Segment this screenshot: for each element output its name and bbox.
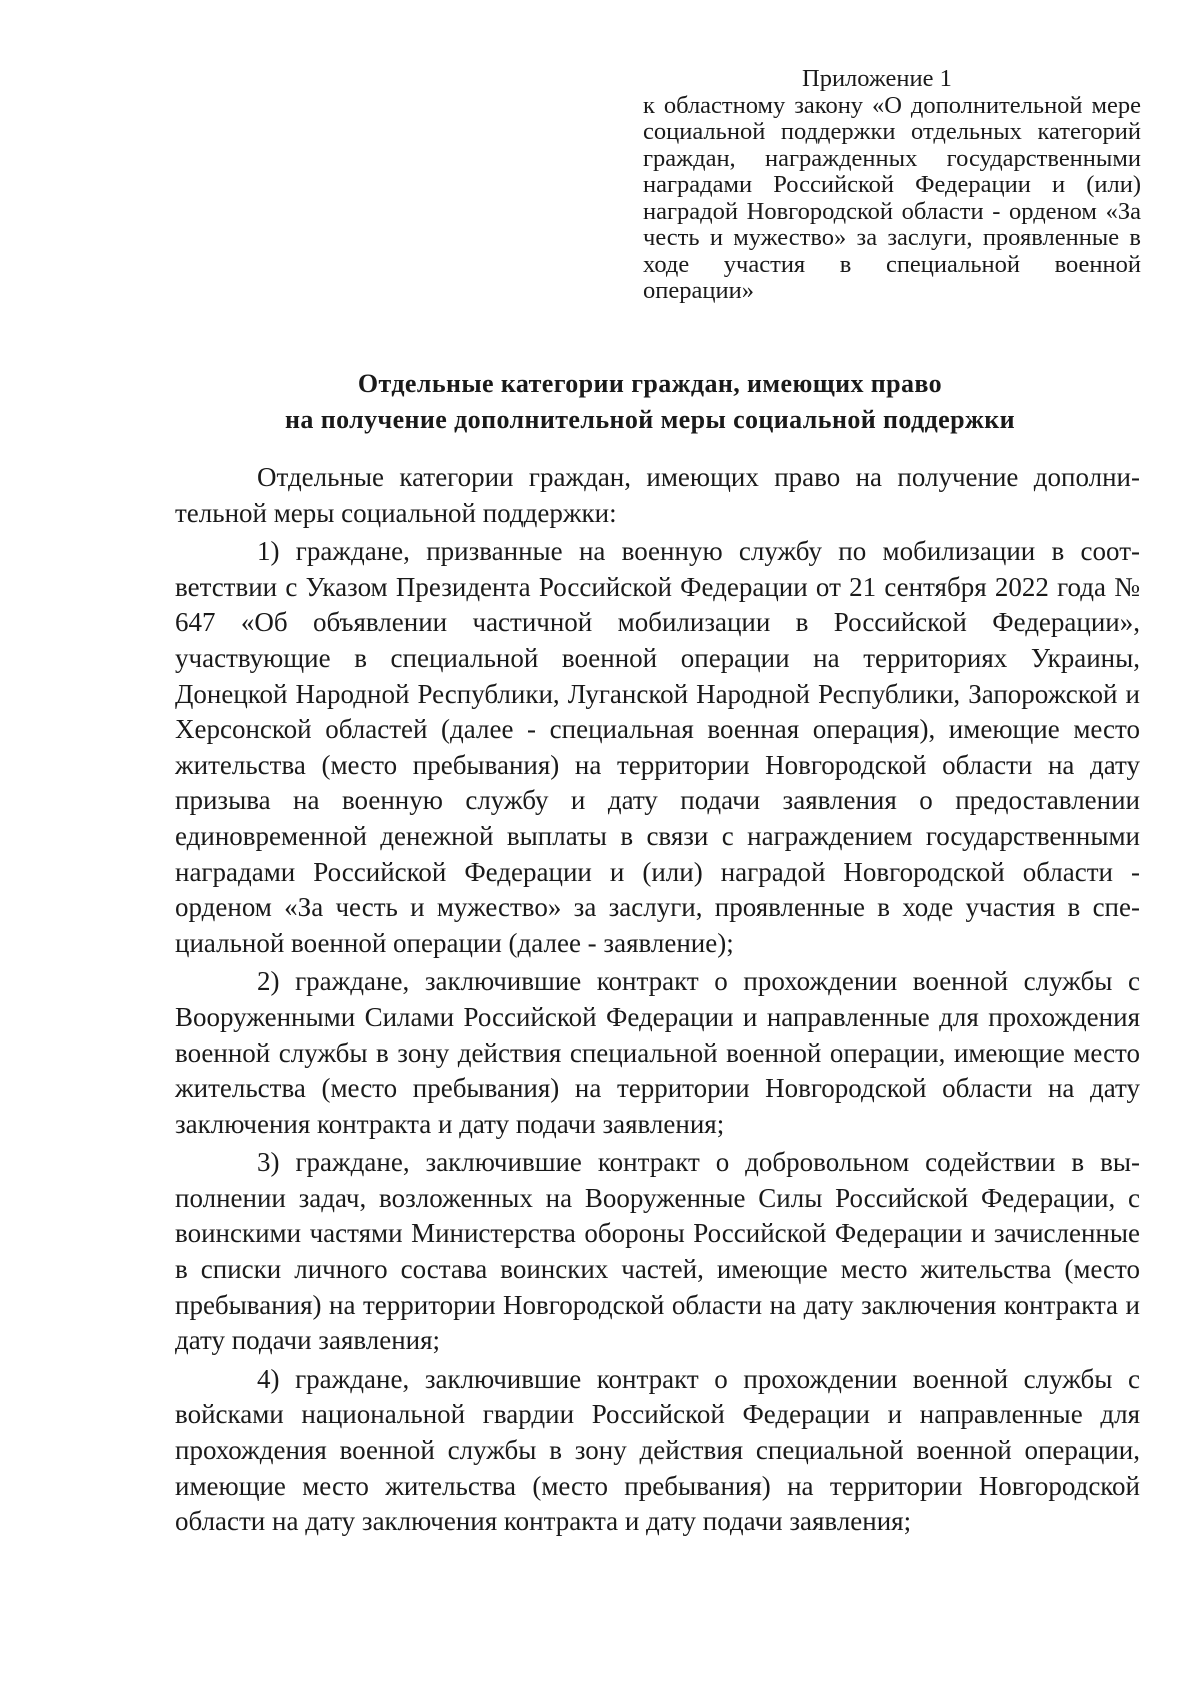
list-item-2: 2) граждане, заключившие контракт о прохождении военной службы с Вооруженными Силами Российской Федерации и направленные для прохождения военной службы в зону действия специальной военной операции, имеющие место жительства (место пребывания) на территории Новгородской области на дату заключения контракта и дату подачи заявления;	[175, 966, 1140, 1139]
list-item-3: 3) граждане, заключившие контракт о добровольном содействии в выполнении задач, возложенных на Вооруженные Силы Российской Федерации, с воинскими частями Министерства обороны Российской Федерации и зачисленные в списки личного состава воинских частей, имеющие место жительства (место пребывания) на территории Новгородской области на дату заключения контракта и дату подачи заявления;	[175, 1147, 1140, 1356]
document-body	[175, 460, 1140, 1540]
title-line-2: на получение дополнительной меры социальной поддержки	[285, 405, 1015, 434]
appendix-text: к областному закону «О дополнительной мере социальной поддержки отдельных категорий граждан, награжденных государственными наградами Российской Федерации и (или) наградой Новгородской области - орденом «За честь и мужество» за заслуги, проявленные в ходе участия в специальной военной операции»	[643, 91, 1141, 304]
appendix-header	[643, 66, 1141, 305]
title-line-1: Отдельные категории граждан, имеющих право	[357, 369, 943, 398]
document-title	[160, 366, 1140, 438]
list-item-1: 1) граждане, призванные на военную службу по мобилизации в соответствии с Указом Президента Российской Федерации от 21 сентября 2022 года № 647 «Об объявлении частичной мобилизации в Российской Федерации», участвующие в специальной военной операции на территориях Украины, Донецкой Народной Республики, Луганской Народной Республики, Запорожской и Херсонской областей (далее - специальная военная операция), имеющие место жительства (место пребывания) на территории Новгородской области на дату призыва на военную службу и дату подачи заявления о предоставлении единовременной денежной выплаты в связи с награждением государственными наградами Российской Федерации и (или) наградой Новгородской области - орденом «За честь и мужество» за заслуги, проявленные в ходе участия в специальной военной операции (далее - заявление);	[175, 536, 1140, 958]
appendix-label: Приложение 1	[802, 65, 952, 92]
list-item-4: 4) граждане, заключившие контракт о прохождении военной службы с войсками национальной гвардии Российской Федерации и направленные для прохождения военной службы в зону действия специальной военной операции, имеющие место жительства (место пребывания) на территории Новгородской области на дату заключения контракта и дату подачи заявления;	[175, 1363, 1140, 1537]
intro-paragraph: Отдельные категории граждан, имеющих право на получение дополнительной меры социальной поддержки:	[175, 462, 1140, 528]
